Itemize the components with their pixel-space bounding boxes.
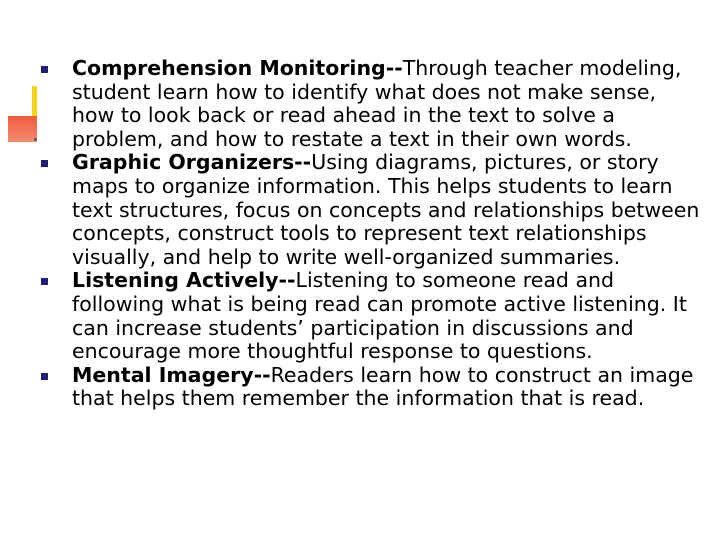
square-bullet-icon <box>41 373 48 380</box>
decorative-dot <box>34 138 37 141</box>
term-label: Comprehension Monitoring-- <box>72 56 403 80</box>
list-item-listening-actively <box>40 269 700 363</box>
list-item-mental-imagery <box>40 364 700 411</box>
decorative-red-block <box>8 116 37 142</box>
term-description: Using diagrams, pictures, or story maps to organize information. This helps students to learn text structures, focus on concepts and relationships between concepts, construct tools to represent text relationships visually, and help to write well-organized summaries. <box>72 150 700 269</box>
list-item-graphic-organizers <box>40 151 700 269</box>
square-bullet-icon <box>41 160 48 167</box>
strategy-list <box>40 57 700 411</box>
list-item-comprehension-monitoring <box>40 57 700 151</box>
term-description: Through teacher modeling, student learn how to identify what does not make sense, how to look back or read ahead in the text to solve a problem, and how to restate a text in their own words. <box>72 56 682 151</box>
term-label: Graphic Organizers-- <box>72 150 312 175</box>
term-label: Listening Actively-- <box>72 268 296 293</box>
term-description: Readers learn how to construct an image that helps them remember the information that is read. <box>72 362 694 411</box>
square-bullet-icon <box>41 66 48 73</box>
slide-body <box>40 57 700 411</box>
term-description: Listening to someone read and following what is being read can promote active listening. It can increase students’ participation in discussions and encourage more thoughtful response to questions. <box>72 268 687 364</box>
square-bullet-icon <box>41 278 48 285</box>
term-label: Mental Imagery-- <box>72 362 271 387</box>
